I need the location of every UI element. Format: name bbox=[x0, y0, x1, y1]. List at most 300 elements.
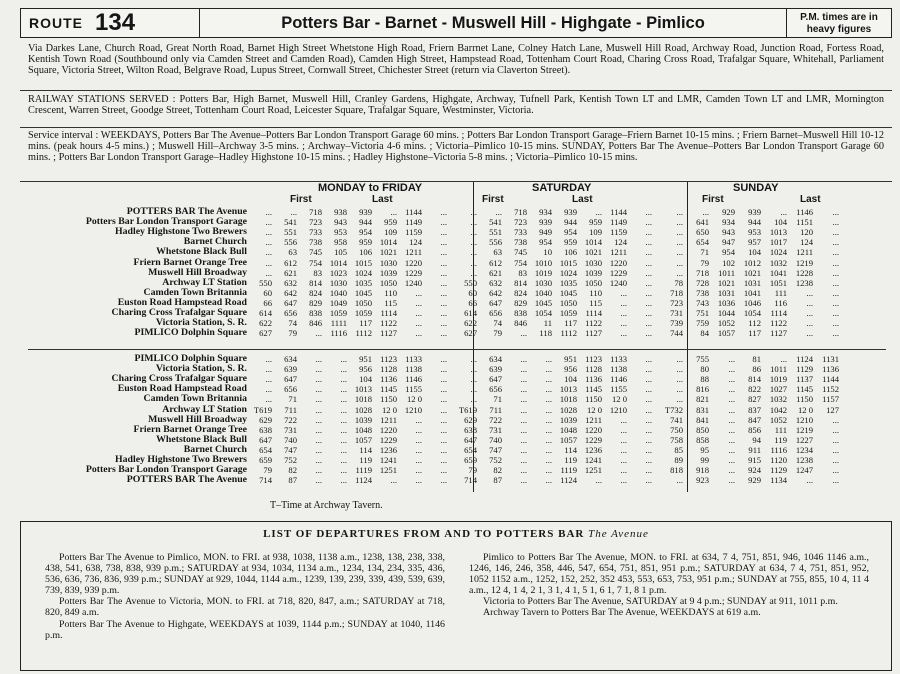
time-cell: ... bbox=[832, 475, 839, 486]
time-cell: 1057 bbox=[717, 328, 735, 339]
time-cell: T732 bbox=[664, 404, 683, 415]
time-cell: ... bbox=[265, 237, 272, 248]
time-cell: ... bbox=[832, 267, 839, 278]
departure-paragraph: Potters Bar The Avenue to Pimlico, MON. to FRI. at 938, 1038, 1138 a.m., 1238, 138, 238, 338, 438, 541, 638, 738, 838, 939 p.m.; SATURDAY at 934, 1034, 1134 a.m., 1234, 134, 234, 335, 436, 536, 636, 736, 836, 939 p.m.; SUNDAY at 929, 1044, 1144 a.m., 1239, 139, 239, 339, 439, 539, 639, 739, 839, 939 p.m. bbox=[45, 552, 445, 597]
time-cell: 1150 bbox=[796, 394, 813, 405]
time-cell: ... bbox=[620, 434, 627, 445]
time-cell: 829 bbox=[514, 297, 527, 308]
time-cell: 929 bbox=[748, 475, 761, 486]
time-cell: 944 bbox=[359, 217, 372, 228]
departure-paragraph: Potters Bar The Avenue to Highgate, WEEKDAYS at 1039, 1144 p.m.; SUNDAY at 1040, 1146 p.m. bbox=[45, 618, 445, 641]
time-cell: 74 bbox=[288, 318, 297, 329]
time-cell: 642 bbox=[489, 287, 502, 298]
time-cell: ... bbox=[545, 414, 552, 425]
departure-paragraph: Pimlico to Potters Bar The Avenue, MON. to FRI. at 634, 7 4, 751, 851, 946, 1046 1146 a.m., 1246, 146, 246, 358, 446, 547, 654, 751, 851, 951 p.m.; SATURDAY at 634, 7 4, 751, 851, 952, 1052 1152 a.m., 1252, 152, 252, 352 453, 553, 653, 753, 951 p.m.; SUNDAY at 755, 855, 10 4, 11 4 a.m., 12 4, 1 4, 2 1, 3 1, 4 1, 5 1, 6 1, 7 1, 8 1 p.m. bbox=[469, 552, 869, 597]
time-cell: 1120 bbox=[770, 454, 787, 465]
time-cell: 117 bbox=[359, 318, 372, 329]
time-cell: 822 bbox=[748, 384, 761, 395]
timetable-row bbox=[28, 435, 840, 445]
time-cell: ... bbox=[340, 404, 347, 415]
time-cell: 816 bbox=[696, 384, 709, 395]
time-cell: ... bbox=[520, 394, 527, 405]
timetable-row bbox=[28, 328, 840, 338]
time-cell: ... bbox=[545, 354, 552, 365]
time-cell: ... bbox=[315, 424, 322, 435]
stop-name: Muswell Hill Broadway bbox=[148, 266, 247, 278]
time-cell: 659 bbox=[464, 454, 477, 465]
time-cell: ... bbox=[440, 277, 447, 288]
time-cell: 1041 bbox=[743, 287, 761, 298]
time-cell: ... bbox=[545, 364, 552, 375]
time-cell: ... bbox=[832, 247, 839, 258]
time-cell: 86 bbox=[752, 364, 761, 375]
time-cell: 1030 bbox=[379, 257, 397, 268]
route-title: Potters Bar - Barnet - Muswell Hill - Highgate - Pimlico bbox=[281, 13, 705, 32]
time-cell: ... bbox=[645, 465, 652, 476]
time-cell: ... bbox=[470, 227, 477, 238]
time-cell: ... bbox=[290, 207, 297, 218]
time-cell: 814 bbox=[309, 277, 322, 288]
time-cell: 1045 bbox=[534, 297, 552, 308]
time-cell: 758 bbox=[670, 434, 683, 445]
time-cell: 115 bbox=[384, 297, 397, 308]
time-cell: ... bbox=[470, 217, 477, 228]
time-cell: 1018 bbox=[559, 394, 577, 405]
time-cell: 124 bbox=[614, 237, 627, 248]
stop-name: Charing Cross Trafalgar Square bbox=[111, 306, 247, 318]
time-cell: 94 bbox=[752, 434, 761, 445]
time-cell: 105 bbox=[334, 247, 347, 258]
time-cell: 959 bbox=[384, 217, 397, 228]
time-cell: 723 bbox=[670, 297, 683, 308]
time-cell: ... bbox=[315, 394, 322, 405]
time-cell: ... bbox=[645, 434, 652, 445]
time-cell: 66 bbox=[468, 297, 477, 308]
time-cell: 1039 bbox=[354, 414, 372, 425]
time-cell: 818 bbox=[670, 465, 683, 476]
time-cell: ... bbox=[645, 424, 652, 435]
time-cell: 1010 bbox=[534, 257, 552, 268]
time-cell: 1134 bbox=[770, 475, 787, 486]
time-cell: 1012 bbox=[743, 257, 761, 268]
time-cell: ... bbox=[315, 374, 322, 385]
service-interval-text: Service interval : WEEKDAYS, Potters Bar The Avenue–Potters Bar London Transport Garage 60 mins. ; Potters Bar London Transport Garage–Friern Barnet 10-15 mins. ; Friern Barnet–Muswell Hill 10-12 mins. (peak hours 4-5 mins.) ; Muswell Hill–Archway 3-5 mins. ; Archway–Victoria 4-6 mins. ; Victoria–Pimlico 10-15 mins. SUNDAY, Potters Bar The Avenue–Potters Bar London Transport Garage 60 mins. ; Potters Bar London Transport Garage–Hadley Highstone 10-15 mins. ; Hadley Highstone–Victoria 5-8 mins. ; Victoria–Pimlico 10-15 mins. bbox=[28, 130, 884, 164]
pm-note: P.M. times are in heavy figures bbox=[786, 9, 891, 37]
time-cell: ... bbox=[440, 364, 447, 375]
time-cell: 1019 bbox=[534, 267, 552, 278]
time-cell: ... bbox=[265, 364, 272, 375]
time-cell: ... bbox=[728, 444, 735, 455]
time-cell: 745 bbox=[309, 247, 322, 258]
time-cell: ... bbox=[645, 227, 652, 238]
time-cell: 1155 bbox=[610, 384, 627, 395]
time-cell: 654 bbox=[696, 237, 709, 248]
time-cell: 1136 bbox=[380, 374, 397, 385]
time-cell: ... bbox=[415, 444, 422, 455]
time-cell: ... bbox=[545, 404, 552, 415]
time-cell: ... bbox=[495, 207, 502, 218]
stop-name: Archway LT Station bbox=[162, 403, 247, 415]
time-cell: T619 bbox=[458, 404, 477, 415]
time-cell: ... bbox=[265, 374, 272, 385]
time-cell: ... bbox=[595, 207, 602, 218]
departure-paragraph: Victoria to Potters Bar The Avenue, SATURDAY at 9 4 p.m.; SUNDAY at 911, 1011 p.m. bbox=[483, 596, 838, 608]
time-cell: 654 bbox=[259, 444, 272, 455]
time-cell: ... bbox=[440, 297, 447, 308]
time-cell: 87 bbox=[493, 475, 502, 486]
time-cell: 739 bbox=[670, 318, 683, 329]
time-cell: 1112 bbox=[560, 328, 577, 339]
time-cell: 1220 bbox=[609, 257, 627, 268]
time-cell: 1220 bbox=[404, 257, 422, 268]
time-cell: 846 bbox=[309, 318, 322, 329]
time-cell: 954 bbox=[564, 227, 577, 238]
time-cell: 1019 bbox=[769, 374, 787, 385]
time-cell: 1144 bbox=[822, 374, 839, 385]
time-cell: 556 bbox=[284, 237, 297, 248]
time-cell: ... bbox=[415, 454, 422, 465]
time-cell: 738 bbox=[309, 237, 322, 248]
time-cell: 1137 bbox=[796, 374, 813, 385]
time-cell: ... bbox=[645, 328, 652, 339]
time-cell: 1127 bbox=[585, 328, 602, 339]
time-cell: ... bbox=[440, 267, 447, 278]
time-cell: ... bbox=[645, 257, 652, 268]
route-number: 134 bbox=[95, 9, 136, 36]
time-cell: 1145 bbox=[380, 384, 397, 395]
time-cell: 938 bbox=[334, 207, 347, 218]
time-cell: 656 bbox=[284, 384, 297, 395]
time-cell: 1041 bbox=[769, 267, 787, 278]
time-cell: 647 bbox=[284, 297, 297, 308]
time-cell: 1234 bbox=[795, 444, 813, 455]
time-cell: 1032 bbox=[769, 394, 787, 405]
time-cell: ... bbox=[645, 354, 652, 365]
time-cell: 911 bbox=[748, 444, 761, 455]
time-cell: ... bbox=[440, 414, 447, 425]
time-cell: ... bbox=[645, 307, 652, 318]
time-cell: 1111 bbox=[330, 318, 347, 329]
time-cell: 83 bbox=[313, 267, 322, 278]
time-cell: 119 bbox=[564, 454, 577, 465]
time-cell: 1023 bbox=[329, 267, 347, 278]
time-cell: 740 bbox=[489, 434, 502, 445]
stop-name: Hadley Highstone Two Brewers bbox=[115, 226, 247, 238]
time-cell: 110 bbox=[589, 287, 602, 298]
time-cell: 1049 bbox=[329, 297, 347, 308]
time-cell: 1210 bbox=[795, 414, 813, 425]
time-cell: 956 bbox=[564, 364, 577, 375]
time-cell: 1129 bbox=[770, 465, 787, 476]
time-cell: 814 bbox=[748, 374, 761, 385]
time-cell: ... bbox=[315, 354, 322, 365]
time-cell: 95 bbox=[700, 444, 709, 455]
time-cell: ... bbox=[470, 394, 477, 405]
time-cell: ... bbox=[265, 227, 272, 238]
time-cell: ... bbox=[315, 475, 322, 486]
stop-name: Whetstone Black Bull bbox=[156, 246, 247, 258]
timetable-row bbox=[28, 268, 840, 278]
time-cell: 731 bbox=[284, 424, 297, 435]
time-cell: 1011 bbox=[770, 364, 787, 375]
time-cell: 1030 bbox=[584, 257, 602, 268]
time-cell: 1011 bbox=[718, 267, 735, 278]
time-cell: 647 bbox=[489, 374, 502, 385]
time-cell: ... bbox=[806, 475, 813, 486]
divider bbox=[20, 127, 892, 128]
time-cell: ... bbox=[645, 404, 652, 415]
time-cell: ... bbox=[520, 434, 527, 445]
time-cell: 1136 bbox=[585, 374, 602, 385]
time-cell: 752 bbox=[284, 454, 297, 465]
time-cell: ... bbox=[340, 364, 347, 375]
time-cell: ... bbox=[806, 297, 813, 308]
time-cell: 63 bbox=[288, 247, 297, 258]
time-cell: 841 bbox=[696, 414, 709, 425]
time-cell: 1045 bbox=[559, 287, 577, 298]
southbound-table bbox=[28, 207, 840, 338]
time-cell: 106 bbox=[564, 247, 577, 258]
stop-name: Charing Cross Trafalgar Square bbox=[111, 373, 247, 385]
time-cell: ... bbox=[265, 394, 272, 405]
time-cell: ... bbox=[832, 444, 839, 455]
time-cell: 718 bbox=[514, 207, 527, 218]
time-cell: ... bbox=[440, 307, 447, 318]
time-cell: 1159 bbox=[610, 227, 627, 238]
time-cell: ... bbox=[440, 404, 447, 415]
time-cell: ... bbox=[415, 434, 422, 445]
time-cell: 1145 bbox=[585, 384, 602, 395]
time-cell: 83 bbox=[518, 267, 527, 278]
timetable-row bbox=[28, 308, 840, 318]
time-cell: 1152 bbox=[822, 384, 839, 395]
departures-panel bbox=[20, 521, 892, 671]
time-cell: 1013 bbox=[354, 384, 372, 395]
time-cell: ... bbox=[415, 307, 422, 318]
time-cell: ... bbox=[620, 424, 627, 435]
time-cell: 1128 bbox=[380, 364, 397, 375]
time-cell: 1024 bbox=[769, 247, 787, 258]
time-cell: ... bbox=[440, 384, 447, 395]
time-cell: 1046 bbox=[743, 297, 761, 308]
time-cell: 118 bbox=[539, 328, 552, 339]
time-cell: 79 bbox=[288, 328, 297, 339]
stop-name: Barnet Church bbox=[183, 443, 247, 455]
time-cell: 104 bbox=[359, 374, 372, 385]
time-cell: 104 bbox=[748, 247, 761, 258]
time-cell: ... bbox=[645, 207, 652, 218]
time-cell: 112 bbox=[748, 318, 761, 329]
time-cell: 622 bbox=[464, 318, 477, 329]
time-cell: 629 bbox=[464, 414, 477, 425]
time-cell: ... bbox=[265, 207, 272, 218]
time-cell: 954 bbox=[539, 237, 552, 248]
day-heading-sat: SATURDAY bbox=[532, 182, 592, 194]
time-cell: 80 bbox=[700, 364, 709, 375]
time-cell: ... bbox=[470, 257, 477, 268]
time-cell: 1122 bbox=[770, 318, 787, 329]
time-cell: ... bbox=[470, 247, 477, 258]
time-cell: 1114 bbox=[770, 307, 787, 318]
time-cell: T619 bbox=[253, 404, 272, 415]
time-cell: 102 bbox=[722, 257, 735, 268]
timetable-row bbox=[28, 425, 840, 435]
time-cell: 654 bbox=[464, 444, 477, 455]
time-cell: ... bbox=[676, 257, 683, 268]
time-cell: 1149 bbox=[405, 217, 422, 228]
time-cell: 1236 bbox=[584, 444, 602, 455]
route-word: ROUTE bbox=[29, 15, 83, 31]
time-cell: 116 bbox=[774, 297, 787, 308]
stop-name: Victoria Station, S. R. bbox=[155, 363, 247, 375]
time-cell: 1150 bbox=[380, 394, 397, 405]
time-cell: ... bbox=[645, 374, 652, 385]
time-cell: 1112 bbox=[355, 328, 372, 339]
time-cell: ... bbox=[470, 237, 477, 248]
time-cell: ... bbox=[440, 328, 447, 339]
time-cell: ... bbox=[440, 424, 447, 435]
time-cell: 949 bbox=[539, 227, 552, 238]
time-cell: ... bbox=[470, 374, 477, 385]
time-cell: ... bbox=[415, 414, 422, 425]
time-cell: ... bbox=[545, 444, 552, 455]
time-cell: 831 bbox=[696, 404, 709, 415]
time-cell: ... bbox=[780, 207, 787, 218]
time-cell: 1039 bbox=[379, 267, 397, 278]
time-cell: 751 bbox=[696, 307, 709, 318]
time-cell: 1116 bbox=[330, 328, 347, 339]
time-cell: 731 bbox=[670, 307, 683, 318]
time-cell: 1027 bbox=[769, 384, 787, 395]
time-cell: ... bbox=[832, 257, 839, 268]
time-cell: 11 bbox=[543, 318, 552, 329]
route-header bbox=[20, 8, 892, 38]
time-cell: 959 bbox=[589, 217, 602, 228]
time-cell: ... bbox=[728, 394, 735, 405]
time-cell: 1123 bbox=[380, 354, 397, 365]
time-cell: ... bbox=[520, 444, 527, 455]
time-cell: 959 bbox=[359, 237, 372, 248]
time-cell: 117 bbox=[748, 328, 761, 339]
stop-name: Euston Road Hampstead Road bbox=[117, 383, 247, 395]
stop-name: PIMLICO Dolphin Square bbox=[134, 327, 247, 339]
time-cell: 723 bbox=[309, 217, 322, 228]
time-cell: 550 bbox=[464, 277, 477, 288]
time-cell: ... bbox=[645, 247, 652, 258]
time-cell: ... bbox=[520, 454, 527, 465]
time-cell: 88 bbox=[700, 374, 709, 385]
time-cell: ... bbox=[728, 454, 735, 465]
time-cell: 629 bbox=[259, 414, 272, 425]
time-cell: 1155 bbox=[405, 384, 422, 395]
time-cell: 733 bbox=[309, 227, 322, 238]
time-cell: 821 bbox=[696, 394, 709, 405]
time-cell: 634 bbox=[489, 354, 502, 365]
time-cell: 738 bbox=[514, 237, 527, 248]
time-cell: 556 bbox=[489, 237, 502, 248]
time-cell: 759 bbox=[696, 318, 709, 329]
time-cell: 738 bbox=[696, 287, 709, 298]
time-cell: 111 bbox=[774, 287, 787, 298]
time-cell: ... bbox=[645, 277, 652, 288]
time-cell: ... bbox=[676, 267, 683, 278]
time-cell: ... bbox=[265, 247, 272, 258]
time-cell: ... bbox=[728, 384, 735, 395]
time-cell: ... bbox=[676, 394, 683, 405]
time-cell: 847 bbox=[748, 414, 761, 425]
time-cell: 1220 bbox=[584, 424, 602, 435]
time-cell: ... bbox=[440, 287, 447, 298]
time-cell: ... bbox=[676, 364, 683, 375]
time-cell: 82 bbox=[493, 465, 502, 476]
northbound-table bbox=[28, 354, 840, 485]
time-cell: ... bbox=[620, 318, 627, 329]
time-cell: 1146 bbox=[405, 374, 422, 385]
time-cell: 934 bbox=[722, 217, 735, 228]
departure-paragraph: Potters Bar The Avenue to Victoria, MON. to FRI. at 718, 820, 847, a.m.; SATURDAY at 718, 820, 849 a.m. bbox=[45, 596, 445, 619]
time-cell: 947 bbox=[722, 237, 735, 248]
time-cell: ... bbox=[645, 297, 652, 308]
first-label: First bbox=[702, 194, 724, 205]
time-cell: ... bbox=[645, 217, 652, 228]
time-cell: 1124 bbox=[560, 475, 577, 486]
time-cell: ... bbox=[645, 364, 652, 375]
time-cell: 743 bbox=[696, 297, 709, 308]
time-cell: 110 bbox=[384, 287, 397, 298]
time-cell: 943 bbox=[722, 227, 735, 238]
time-cell: 650 bbox=[696, 227, 709, 238]
time-cell: 939 bbox=[539, 217, 552, 228]
stop-name: Friern Barnet Orange Tree bbox=[133, 256, 247, 268]
time-cell: 1247 bbox=[795, 465, 813, 476]
time-cell: ... bbox=[545, 475, 552, 486]
via-text: Via Darkes Lane, Church Road, Great North Road, Barnet High Street Whetstone High Road, Friern Barrnet Lane, Colney Hatch Lane, Muswell Hill Road, Archway Road, Junction Road, Fortess Road, Kentish Town Road (Southbound only via Camden Street and Camden Road), Camden High Street, Hampstead Road, Tottenham Court Road, Charing Cross Road, Trafalgar Square, Whitehall, Parliament Square, Victoria Street, Wilton Road, Belgrave Road, Lupus Street, Cornwall Street, Chichester Street (return via Claverton Street). bbox=[28, 43, 884, 77]
time-cell: 79 bbox=[468, 465, 477, 476]
time-cell: ... bbox=[520, 414, 527, 425]
time-cell: 85 bbox=[674, 444, 683, 455]
time-cell: 115 bbox=[589, 297, 602, 308]
time-cell: ... bbox=[315, 328, 322, 339]
time-cell: ... bbox=[645, 287, 652, 298]
railway-stations-text: RAILWAY STATIONS SERVED : Potters Bar, High Barnet, Muswell Hill, Cranley Gardens, Highgate, Archway, Tufnell Park, Kentish Town LT and LMR, Camden Town LT and LMR, Mornington Crescent, Warren Street, Goodge Street, Tottenham Court Road, Leicester Square, Trafalgar Square, Westminster, Victoria. bbox=[28, 94, 884, 117]
time-cell: ... bbox=[545, 424, 552, 435]
time-cell: 1211 bbox=[796, 247, 813, 258]
timetable-row bbox=[28, 354, 840, 364]
time-cell: 924 bbox=[748, 465, 761, 476]
time-cell: ... bbox=[645, 414, 652, 425]
time-cell: 114 bbox=[359, 444, 372, 455]
stop-name: Potters Bar London Transport Garage bbox=[85, 216, 247, 228]
time-cell: 614 bbox=[464, 307, 477, 318]
time-cell: ... bbox=[340, 475, 347, 486]
time-cell: 1014 bbox=[584, 237, 602, 248]
time-cell: 1146 bbox=[610, 374, 627, 385]
time-cell: 747 bbox=[284, 444, 297, 455]
time-cell: 953 bbox=[748, 227, 761, 238]
time-cell: 722 bbox=[489, 414, 502, 425]
time-cell: ... bbox=[440, 318, 447, 329]
time-cell: ... bbox=[676, 247, 683, 258]
time-cell: 1251 bbox=[379, 465, 397, 476]
time-cell: 939 bbox=[748, 207, 761, 218]
time-cell: 1116 bbox=[770, 444, 787, 455]
time-cell: 124 bbox=[800, 237, 813, 248]
time-cell: 1133 bbox=[610, 354, 627, 365]
time-cell: 124 bbox=[409, 237, 422, 248]
time-cell: 846 bbox=[514, 318, 527, 329]
stop-name: POTTERS BAR The Avenue bbox=[126, 206, 247, 218]
time-cell: 111 bbox=[774, 424, 787, 435]
